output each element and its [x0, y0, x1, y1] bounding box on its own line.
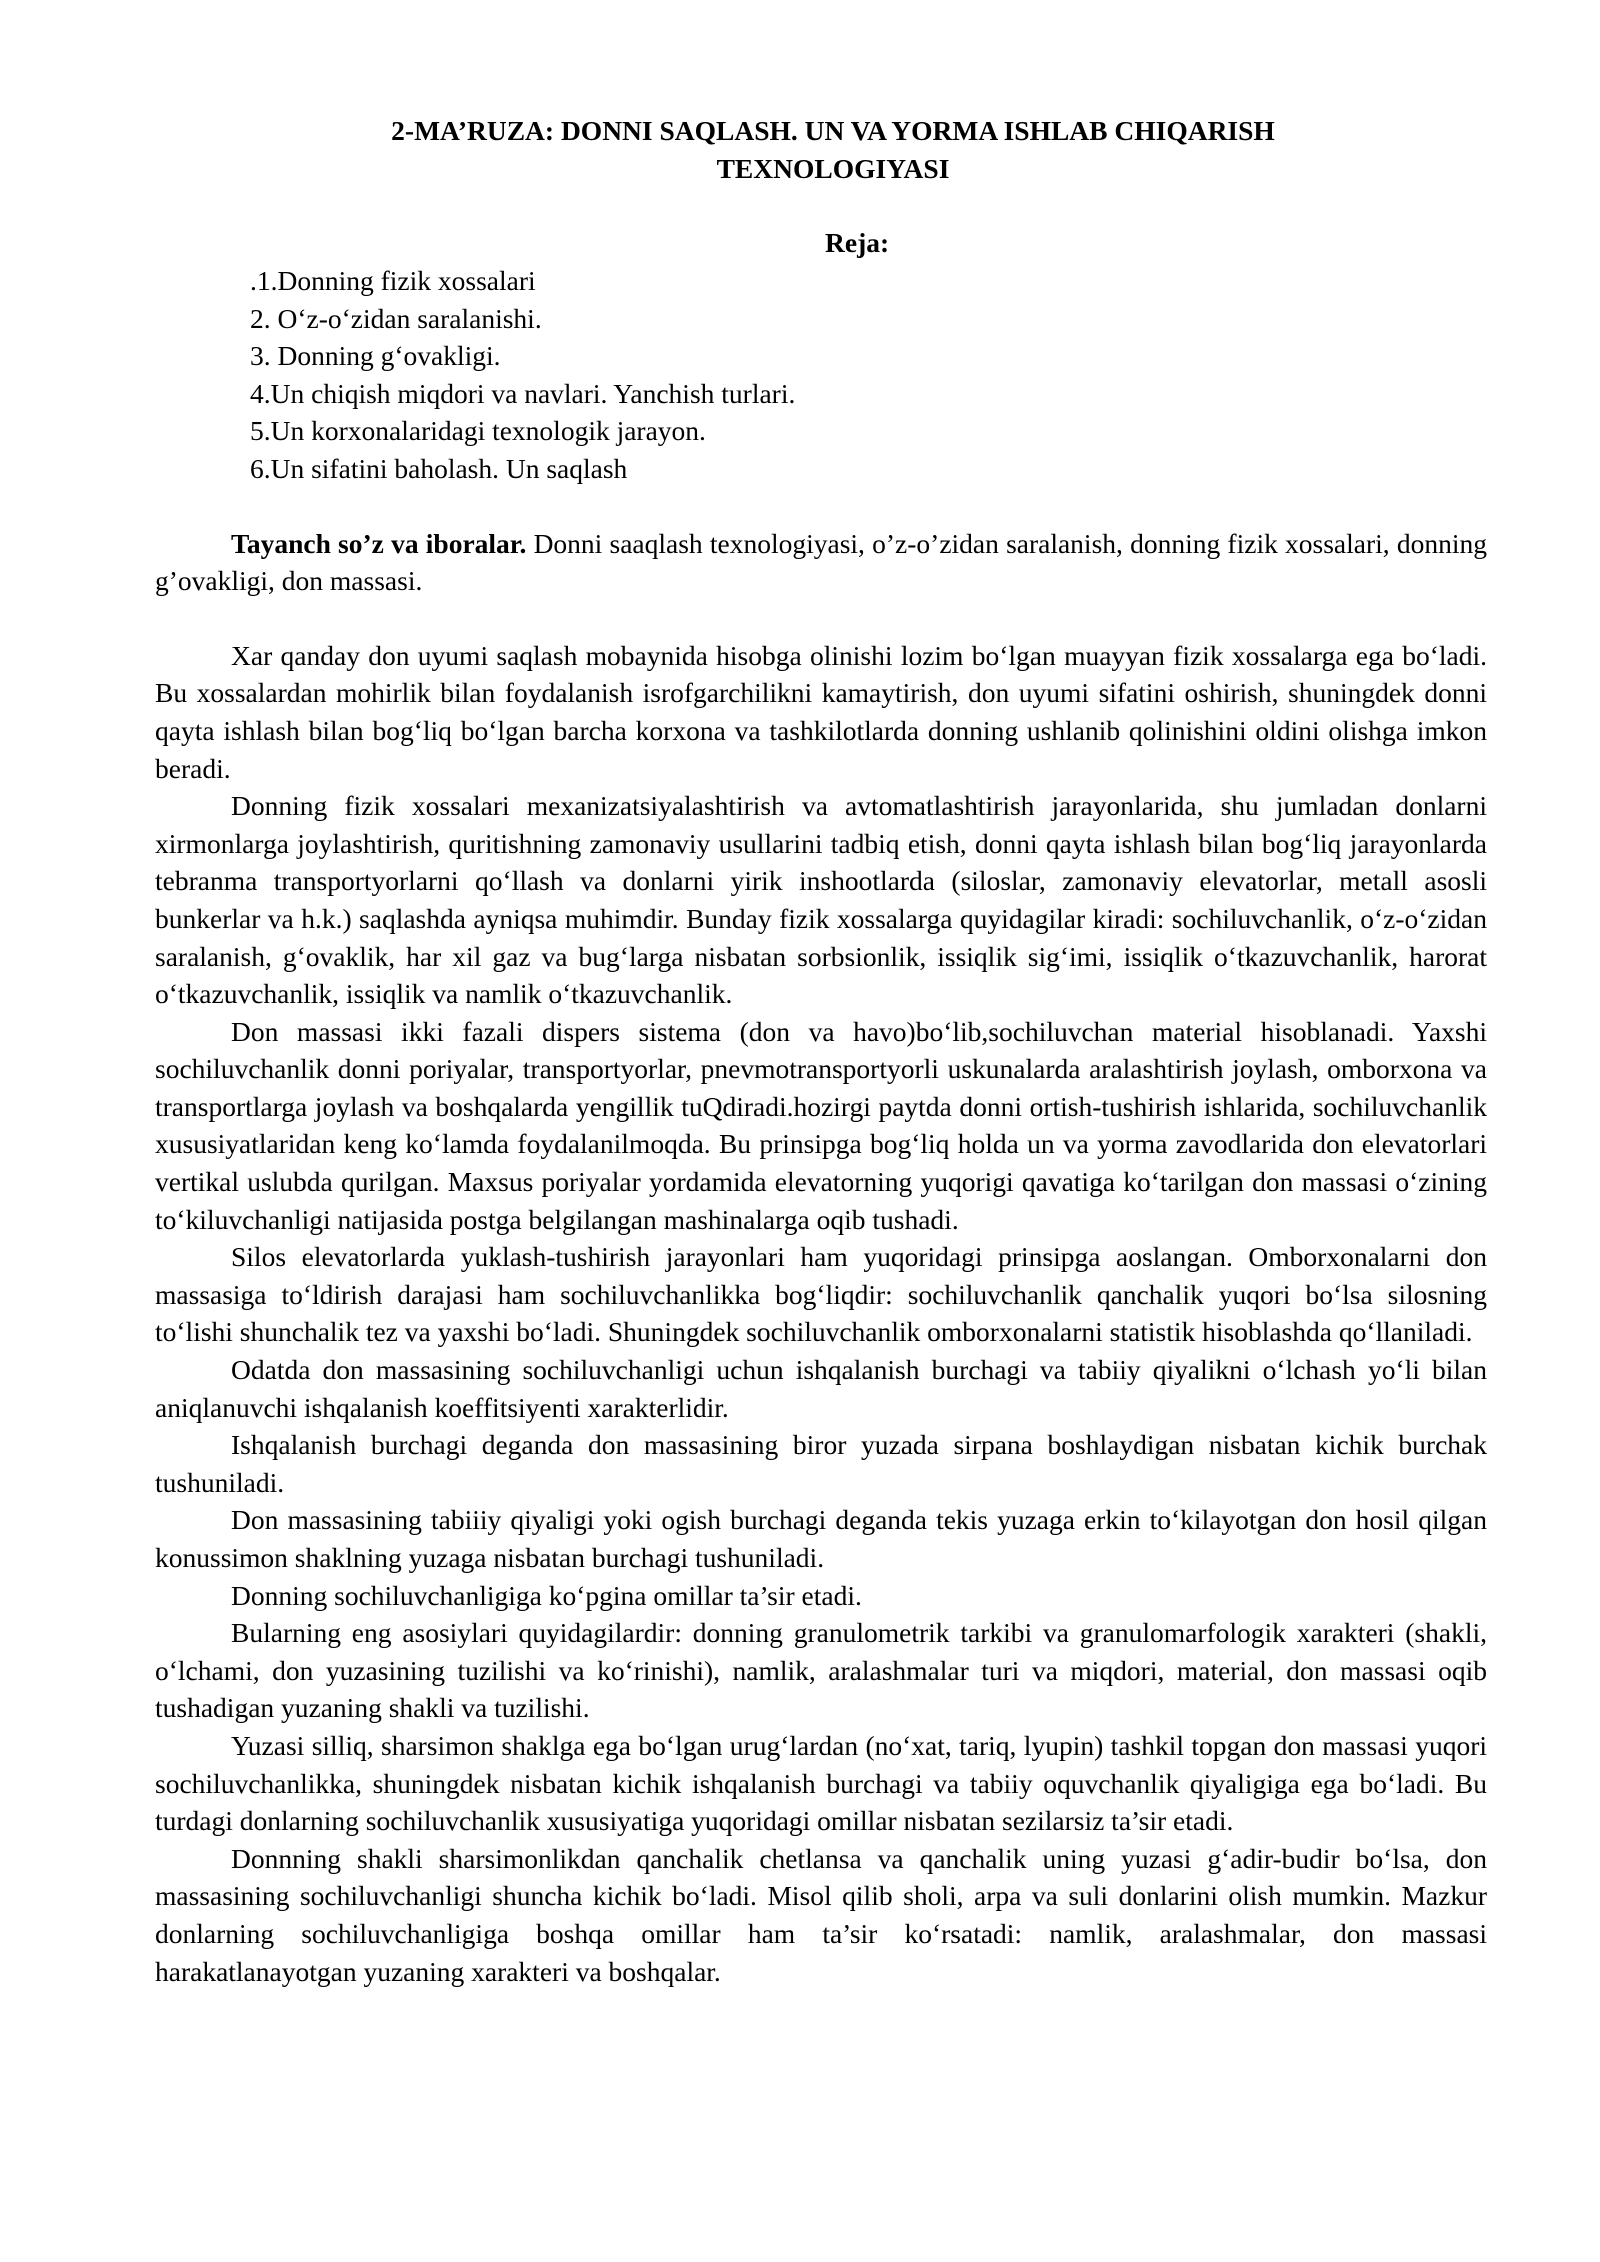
plan-heading: Reja:	[825, 227, 890, 258]
plan-item: .1.Donning fizik xossalari	[250, 265, 536, 296]
body-paragraph: Bularning eng asosiylari quyidagilardir: donning granulometrik tarkibi va granulomarfologik xarakteri (shakli, o‘lchami, don yuzasining tuzilishi va ko‘rinishi), namlik, aralashmalar turi va miqdori, material, don massasi oqib tushadigan yuzaning shakli va tuzilishi.	[155, 1617, 1487, 1724]
body-paragraph: Donnning shakli sharsimonlikdan qanchalik chetlansa va qanchalik uning yuzasi g‘adir-budir bo‘lsa, don massasining sochiluvchanligi shuncha kichik bo‘ladi. Misol qilib sholi, arpa va suli donlarini olish mumkin. Mazkur donlarning sochiluvchanligiga boshqa omillar ham ta’sir ko‘rsatadi: namlik, aralashmalar, don massasi harakatlanayotgan yuzaning xarakteri va boshqalar.	[155, 1842, 1487, 1987]
body-paragraph: Yuzasi silliq, sharsimon shaklga ega bo‘lgan urug‘lardan (no‘xat, tariq, lyupin) tashkil topgan don massasi yuqori sochiluvchanlikka, shuningdek nisbatan kichik ishqalanish burchagi va tabiiy oquvchanlik qiyaligiga ega bo‘ladi. Bu turdagi donlarning sochiluvchanlik xususiyatiga yuqoridagi omillar nisbatan sezilarsiz ta’sir etadi.	[155, 1729, 1487, 1837]
plan-list	[155, 262, 1487, 488]
plan-item: 5.Un korxonalaridagi texnologik jarayon.	[250, 415, 706, 447]
keywords-text: Donni saaqlash texnologiyasi, o’z-o’zidan saralanish, donning fizik xossalari, donning g’ovakligi, don massasi.	[155, 527, 1487, 597]
plan-item: 2. O‘z-o‘zidan saralanishi.	[250, 302, 542, 334]
document-page	[155, 112, 1487, 1990]
body-paragraph: Don massasining tabiiiy qiyaligi yoki ogish burchagi deganda tekis yuzaga erkin to‘kilayotgan don hosil qilgan konussimon shaklning yuzaga nisbatan burchagi tushuniladi.	[155, 1504, 1487, 1573]
body-paragraph: Donning sochiluvchanligiga ko‘pgina omillar ta’sir etadi.	[231, 1579, 862, 1611]
body-text	[155, 637, 1487, 1990]
body-paragraph: Odatda don massasining sochiluvchanligi uchun ishqalanish burchagi va tabiiy qiyalikni o‘lchash yo‘li bilan aniqlanuvchi ishqalanish koeffitsiyenti xarakterlidir.	[155, 1354, 1487, 1423]
plan-item: 6.Un sifatini baholash. Un saqlash	[250, 452, 628, 484]
body-paragraph: Xar qanday don uyumi saqlash mobaynida hisobga olinishi lozim bo‘lgan muayyan fizik xossalarga ega bo‘ladi. Bu xossalardan mohirlik bilan foydalanish isrofgarchilikni kamaytirish, don uyumi sifatini oshirish, shuningdek donni qayta ishlash bilan bog‘liq bo‘lgan barcha korxona va tashkilotlarda donning ushlanib qolinishini oldini olishga imkon beradi.	[155, 639, 1487, 784]
body-paragraph: Don massasi ikki fazali dispers sistema (don va havo)bo‘lib,sochiluvchan material hisoblanadi. Yaxshi sochiluvchanlik donni poriyalar, transportyorlar, pnevmotransportyorli uskunalarda aralashtirish joylash, omborxona va transportlarga joylash va boshqalarda yengillik tuQdiradi.hozirgi paytda donni ortish-tushirish ishlarida, sochiluvchanlik xususiyatlaridan keng ko‘lamda foydalanilmoqda. Bu prinsipga bog‘liq holda un va yorma zavodlarida don elevatorlari vertikal uslubda qurilgan. Maxsus poriyalar yordamida elevatorning yuqorigi qavatiga ko‘tarilgan don massasi o‘zining to‘kiluvchanligi natijasida postga belgilangan mashinalarga oqib tushadi.	[155, 1015, 1487, 1235]
lecture-title-line-2: TEXNOLOGIYASI	[716, 153, 950, 184]
lecture-title	[155, 112, 1487, 188]
body-paragraph: Silos elevatorlarda yuklash-tushirish jarayonlari ham yuqoridagi prinsipga aoslangan. Omborxonalarni don massasiga to‘ldirish darajasi ham sochiluvchanlikka bog‘liqdir: sochiluvchanlik qanchalik yuqori bo‘lsa silosning to‘lishi shunchalik tez va yaxshi bo‘ladi. Shuningdek sochiluvchanlik omborxonalarni statistik hisoblashda qo‘llaniladi.	[155, 1241, 1487, 1348]
body-paragraph: Ishqalanish burchagi deganda don massasining biror yuzada sirpana boshlaydigan nisbatan kichik burchak tushuniladi.	[155, 1429, 1487, 1498]
keywords-paragraph	[155, 525, 1487, 600]
plan-item: 4.Un chiqish miqdori va navlari. Yanchish turlari.	[250, 377, 796, 409]
body-paragraph: Donning fizik xossalari mexanizatsiyalashtirish va avtomatlashtirish jarayonlarida, shu jumladan donlarni xirmonlarga joylashtirish, quritishning zamonaviy usullarini tadbiq etish, donni qayta ishlash bilan bog‘liq jarayonlarda tebranma transportyorlarni qo‘llash va donlarni yirik inshootlarda (siloslar, zamonaviy elevatorlar, metall asosli bunkerlar va h.k.) saqlashda ayniqsa muhimdir. Bunday fizik xossalarga quyidagilar kiradi: sochiluvchanlik, o‘z-o‘zidan saralanish, g‘ovaklik, har xil gaz va bug‘larga nisbatan sorbsionlik, issiqlik sig‘imi, issiqlik o‘tkazuvchanlik, harorat o‘tkazuvchanlik, issiqlik va namlik o‘tkazuvchanlik.	[155, 790, 1487, 1010]
keywords-label: Tayanch so’z va iboralar.	[231, 527, 527, 559]
plan-item: 3. Donning g‘ovakligi.	[250, 340, 501, 372]
lecture-title-line-1: 2-MA’RUZA: DONNI SAQLASH. UN VA YORMA ISHLAB CHIQARISH	[391, 115, 1275, 146]
